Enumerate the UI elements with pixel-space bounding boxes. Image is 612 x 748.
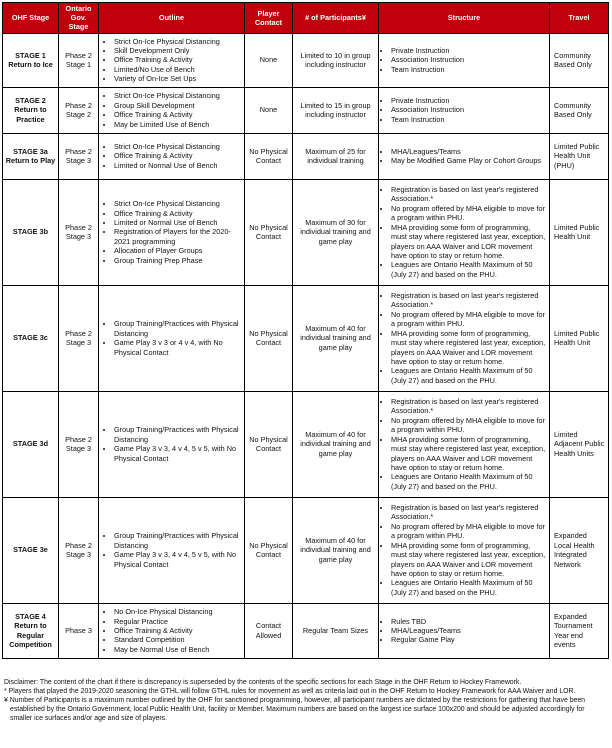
- travel-cell: Limited Public Health Unit: [550, 285, 609, 391]
- outline-cell: [99, 133, 245, 179]
- outline-item: • Group Skill Development: [114, 101, 242, 110]
- structure-cell: [379, 497, 550, 603]
- table-row: [3, 179, 609, 285]
- gov-stage-cell: Phase 2 Stage 3: [59, 285, 99, 391]
- travel-cell: Community Based Only: [550, 33, 609, 87]
- outline-item: • Strict On-Ice Physical Distancing: [114, 199, 242, 208]
- table-row: [3, 87, 609, 133]
- stage-cell: STAGE 3b: [3, 179, 59, 285]
- outline-cell: [99, 179, 245, 285]
- travel-cell: Expanded Local Health Integrated Network: [550, 497, 609, 603]
- player-contact-cell: Contact Allowed: [245, 603, 293, 658]
- stage-cell: STAGE 3c: [3, 285, 59, 391]
- structure-item: • MHA providing some form of programming, must stay where registered last year, exception, players on AAA Waiver and LOR movement have option to stay or return home.: [391, 435, 547, 473]
- outline-cell: [99, 285, 245, 391]
- structure-item: • Association Instruction: [391, 105, 547, 114]
- structure-item: • Leagues are Ontario Health Maximum of 50 (July 27) and based on the PHU.: [391, 366, 547, 385]
- outline-cell: [99, 603, 245, 658]
- disclaimer-note: Disclaimer: The content of the chart if there is discrepancy is superseded by the contents of the specific sections for each Stage in the OHF Return to Hockey Framework.: [4, 679, 522, 686]
- outline-item: • Strict On-Ice Physical Distancing: [114, 37, 242, 46]
- outline-item: • May be Normal Use of Bench: [114, 645, 242, 654]
- gov-stage-cell: Phase 2 Stage 3: [59, 497, 99, 603]
- stage-cell: STAGE 4 Return to Regular Competition: [3, 603, 59, 658]
- outline-item: • Group Training Prep Phase: [114, 256, 242, 265]
- structure-item: • Rules TBD: [391, 617, 547, 626]
- outline-item: • Office Training & Activity: [114, 110, 242, 119]
- gov-stage-cell: Phase 2 Stage 1: [59, 33, 99, 87]
- table-row: [3, 33, 609, 87]
- outline-item: • Group Training/Practices with Physical Distancing: [114, 319, 242, 338]
- header-ontario-gov-stage: Ontario Gov. Stage: [59, 3, 99, 34]
- stage-cell: STAGE 1 Return to Ice: [3, 33, 59, 87]
- outline-cell: [99, 391, 245, 497]
- structure-item: • Leagues are Ontario Health Maximum of 50 (July 27) and based on the PHU.: [391, 472, 547, 491]
- travel-cell: Community Based Only: [550, 87, 609, 133]
- table-row: [3, 497, 609, 603]
- structure-item: • Registration is based on last year's registered Association.*: [391, 503, 547, 522]
- outline-item: • Skill Development Only: [114, 46, 242, 55]
- stage-cell: STAGE 3e: [3, 497, 59, 603]
- structure-item: • MHA providing some form of programming, must stay where registered last year, exception, players on AAA Waiver and LOR movement have option to stay or return home.: [391, 541, 547, 579]
- structure-item: • Association Instruction: [391, 55, 547, 64]
- structure-cell: [379, 133, 550, 179]
- table-row: [3, 603, 609, 658]
- return-to-hockey-stages-table: [2, 2, 609, 659]
- structure-item: • May be Modified Game Play or Cohort Groups: [391, 156, 547, 165]
- outline-item: • Group Training/Practices with Physical Distancing: [114, 531, 242, 550]
- structure-item: • Leagues are Ontario Health Maximum of 50 (July 27) and based on the PHU.: [391, 578, 547, 597]
- outline-item: • Variety of On-Ice Set Ups: [114, 74, 242, 83]
- outline-item: • Strict On-Ice Physical Distancing: [114, 91, 242, 100]
- table-header-row: [3, 3, 609, 34]
- structure-item: • No program offered by MHA eligible to move for a program within PHU.: [391, 204, 547, 223]
- participants-cell: Limited to 15 in group including instructor: [293, 87, 379, 133]
- gthl-footnote: * Players that played the 2019-2020 seasoning the GTHL will follow GTHL rules for movement as well as criteria laid out in the OHF Return to Hockey Framework for AAA Waiver and LOR.: [4, 687, 576, 695]
- structure-cell: [379, 391, 550, 497]
- participants-cell: Limited to 10 in group including instructor: [293, 33, 379, 87]
- header-participants: # of Participants¥: [293, 3, 379, 34]
- structure-item: • Team Instruction: [391, 65, 547, 74]
- structure-item: • No program offered by MHA eligible to move for a program within PHU.: [391, 416, 547, 435]
- outline-item: • Registration of Players for the 2020-2021 programming: [114, 227, 242, 246]
- outline-cell: [99, 497, 245, 603]
- player-contact-cell: No Physical Contact: [245, 391, 293, 497]
- travel-cell: Expanded Tournament Year end events: [550, 603, 609, 658]
- outline-cell: [99, 87, 245, 133]
- structure-item: • MHA/Leagues/Teams: [391, 626, 547, 635]
- table-row: [3, 285, 609, 391]
- outline-item: • Strict On-Ice Physical Distancing: [114, 142, 242, 151]
- outline-item: • Group Training/Practices with Physical Distancing: [114, 425, 242, 444]
- travel-cell: Limited Public Health Unit (PHU): [550, 133, 609, 179]
- player-contact-cell: No Physical Contact: [245, 497, 293, 603]
- structure-item: • Private Instruction: [391, 96, 547, 105]
- participants-cell: Regular Team Sizes: [293, 603, 379, 658]
- structure-item: • MHA/Leagues/Teams: [391, 147, 547, 156]
- outline-item: • Limited or Normal Use of Bench: [114, 161, 242, 170]
- structure-item: • Regular Game Play: [391, 635, 547, 644]
- table-row: [3, 391, 609, 497]
- outline-item: • May be Limited Use of Bench: [114, 120, 242, 129]
- gov-stage-cell: Phase 2 Stage 3: [59, 179, 99, 285]
- structure-cell: [379, 179, 550, 285]
- header-travel: Travel: [550, 3, 609, 34]
- player-contact-cell: None: [245, 87, 293, 133]
- header-structure: Structure: [379, 3, 550, 34]
- structure-item: • Registration is based on last year's registered Association.*: [391, 291, 547, 310]
- structure-cell: [379, 603, 550, 658]
- gov-stage-cell: Phase 2 Stage 3: [59, 133, 99, 179]
- gov-stage-cell: Phase 3: [59, 603, 99, 658]
- outline-item: • Office Training & Activity: [114, 626, 242, 635]
- outline-item: • Limited or Normal Use of Bench: [114, 218, 242, 227]
- stage-cell: STAGE 3a Return to Play: [3, 133, 59, 179]
- outline-item: • Game Play 3 v 3 or 4 v 4, with No Physical Contact: [114, 338, 242, 357]
- player-contact-cell: No Physical Contact: [245, 133, 293, 179]
- participants-cell: Maximum of 40 for individual training and game play: [293, 391, 379, 497]
- structure-item: • MHA providing some form of programming, must stay where registered last year, exception, players on AAA Waiver and LOR movement have option to stay or return home.: [391, 223, 547, 261]
- travel-cell: Limited Public Health Unit: [550, 179, 609, 285]
- outline-item: • Standard Competition: [114, 635, 242, 644]
- gov-stage-cell: Phase 2 Stage 2: [59, 87, 99, 133]
- structure-item: • MHA providing some form of programming, must stay where registered last year, exception, players on AAA Waiver and LOR movement have option to stay or return home.: [391, 329, 547, 367]
- outline-item: • Allocation of Player Groups: [114, 246, 242, 255]
- table-row: [3, 133, 609, 179]
- player-contact-cell: No Physical Contact: [245, 285, 293, 391]
- outline-item: • No On-Ice Physical Distancing: [114, 607, 242, 616]
- participants-cell: Maximum of 40 for individual training and game play: [293, 497, 379, 603]
- participants-cell: Maximum of 30 for individual training and game play: [293, 179, 379, 285]
- structure-item: • Registration is based on last year's registered Association.*: [391, 397, 547, 416]
- structure-item: • No program offered by MHA eligible to move for a program within PHU.: [391, 310, 547, 329]
- structure-cell: [379, 285, 550, 391]
- footnotes: [4, 679, 608, 724]
- participants-footnote: ¥ Number of Participants is a maximum number outlined by the OHF for sanctioned programming, however, all participant numbers are dictated by the restrictions for gathering that have been established by the Ontario Government, local Public Health Unit, facility or Member. Maximum numbers are based on the largest ice surface 100x200 and should be adjusted accordingly for smaller ice surfaces and/or age and size of players.: [4, 696, 586, 722]
- outline-item: • Limited/No Use of Bench: [114, 65, 242, 74]
- header-player-contact: Player Contact: [245, 3, 293, 34]
- outline-item: • Office Training & Activity: [114, 55, 242, 64]
- travel-cell: Limited Adjacent Public Health Units: [550, 391, 609, 497]
- outline-item: • Office Training & Activity: [114, 151, 242, 160]
- structure-item: • Registration is based on last year's registered Association.*: [391, 185, 547, 204]
- structure-cell: [379, 33, 550, 87]
- structure-item: • Private Instruction: [391, 46, 547, 55]
- outline-item: • Regular Practice: [114, 617, 242, 626]
- stage-cell: STAGE 2 Return to Practice: [3, 87, 59, 133]
- player-contact-cell: No Physical Contact: [245, 179, 293, 285]
- structure-cell: [379, 87, 550, 133]
- header-ohf-stage: OHF Stage: [3, 3, 59, 34]
- stage-cell: STAGE 3d: [3, 391, 59, 497]
- player-contact-cell: None: [245, 33, 293, 87]
- structure-item: • No program offered by MHA eligible to move for a program within PHU.: [391, 522, 547, 541]
- participants-cell: Maximum of 40 for individual training and game play: [293, 285, 379, 391]
- gov-stage-cell: Phase 2 Stage 3: [59, 391, 99, 497]
- outline-item: • Office Training & Activity: [114, 209, 242, 218]
- header-outline: Outline: [99, 3, 245, 34]
- outline-cell: [99, 33, 245, 87]
- structure-item: • Leagues are Ontario Health Maximum of 50 (July 27) and based on the PHU.: [391, 260, 547, 279]
- participants-cell: Maximum of 25 for individual training: [293, 133, 379, 179]
- outline-item: • Game Play 3 v 3, 4 v 4, 5 v 5, with No Physical Contact: [114, 550, 242, 569]
- structure-item: • Team Instruction: [391, 115, 547, 124]
- outline-item: • Game Play 3 v 3, 4 v 4, 5 v 5, with No Physical Contact: [114, 444, 242, 463]
